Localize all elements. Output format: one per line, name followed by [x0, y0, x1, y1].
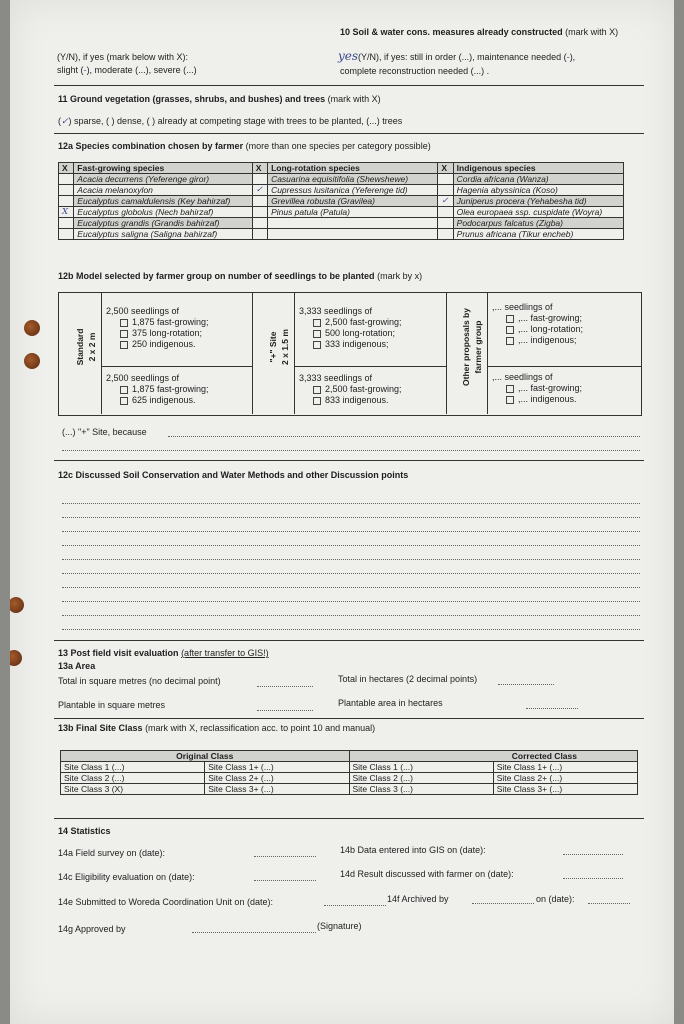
signature-label: (Signature) [317, 921, 362, 931]
checkbox[interactable] [120, 386, 128, 394]
field-survey-label: 14a Field survey on (date): [58, 848, 166, 858]
species-table: X Fast-growing species X Long-rotation species X Indigenous species Acacia decurrens (Yeferenge giror) Casuarina equisitifolia (Shewshewe) Cordia africana (Wanza) Acacia melanoxylon ✓ Cupressus lusitanica (Yeferenge tid) Hagenia abyssinica (Koso) Eucalyptus camaldulensis (Key bahirzaf) Grevillea robusta (Gravilea) ✓ Juniperus procera (Yehabesha tid) X Eucalyptus globolus (Nech bahirzaf) Pinus patula (Patula) Olea europaea ssp. cuspidate (Woyra) Eucalyptus grandis (Grandis bahirzaf) Podocarpus falcatus (Zigba) Eucalyptus saligna (Saligna bahirzaf) Prunus africana (Tikur encheb) [58, 162, 624, 240]
archived-on-label: on (date): [536, 894, 575, 904]
section-12a-title: 12a Species combination chosen by farmer (more than one species per category possible) [58, 141, 431, 151]
standard-bottom-cell: 2,500 seedlings of 1,875 fast-growing; 625 indigenous. [106, 373, 209, 405]
discussion-line[interactable] [62, 573, 640, 574]
section-13-title: 13 Post field visit evaluation (after transfer to GIS!) [58, 648, 269, 658]
plantable-ha-label: Plantable area in hectares [338, 698, 443, 708]
section-11-title: 11 Ground vegetation (grasses, shrubs, and bushes) and trees (mark with X) [58, 94, 381, 104]
site-class-table: Original Class Corrected Class Site Class 1 (...) Site Class 1+ (...) Site Class 1 (...) Site Class 1+ (...) Site Class 2 (...) Site Class 2+ (...) Site Class 2 (...) Site Class 2+ (...) Site Class 3 (X) Site Class 3+ (...) Site Class 3 (...) Site Class 3+ (...) [60, 750, 638, 795]
plus-site-dimensions: 2 x 1.5 m [280, 329, 290, 365]
plantable-ha-field[interactable] [526, 708, 578, 709]
archived-on-field[interactable] [588, 903, 630, 904]
other-top-cell: ,... seedlings of ,... fast-growing; ,... long-rotation; ,... indigenous; [492, 302, 584, 345]
checkbox[interactable] [120, 330, 128, 338]
discussion-line[interactable] [62, 559, 640, 560]
section-12b-title: 12b Model selected by farmer group on number of seedlings to be planted (mark by x) [58, 271, 423, 281]
plus-site-bottom-cell: 3,333 seedlings of 2,500 fast-growing; 833 indigenous. [299, 373, 402, 405]
section-12c-title: 12c Discussed Soil Conservation and Water Methods and other Discussion points [58, 470, 409, 480]
discussion-line[interactable] [62, 601, 640, 602]
approved-label: 14g Approved by [58, 924, 126, 934]
site-class-cell[interactable]: Site Class 2+ (...) [205, 773, 349, 784]
section-11-options: (✓) sparse, ( ) dense, ( ) already at competing stage with trees to be planted, (...) trees [58, 116, 403, 127]
discussion-line[interactable] [62, 517, 640, 518]
checkbox[interactable] [313, 397, 321, 405]
gis-entry-label: 14b Data entered into GIS on (date): [340, 845, 486, 855]
plus-site-top-cell: 3,333 seedlings of 2,500 fast-growing; 500 long-rotation; 333 indigenous; [299, 306, 402, 349]
site-class-cell[interactable]: Site Class 3 (X) [61, 784, 205, 795]
approved-field[interactable] [192, 932, 316, 933]
section-14-title: 14 Statistics [58, 826, 111, 836]
form-page [10, 0, 674, 1024]
section-10-line-2: complete reconstruction needed (...) . [340, 66, 490, 76]
other-proposals-label: Other proposals by [461, 308, 471, 386]
plantable-sqm-label: Plantable in square metres [58, 700, 166, 710]
submitted-field[interactable] [324, 905, 386, 906]
discussion-line[interactable] [62, 503, 640, 504]
result-discussed-label: 14d Result discussed with farmer on (date): [340, 869, 514, 879]
discussion-line[interactable] [62, 587, 640, 588]
plus-site-because: (...) "+" Site, because [62, 427, 147, 437]
section-9-line-2: slight (-), moderate (...), severe (...) [57, 65, 197, 76]
standard-top-cell: 2,500 seedlings of 1,875 fast-growing; 375 long-rotation; 250 indigenous. [106, 306, 209, 349]
total-ha-label: Total in hectares (2 decimal points) [338, 674, 478, 684]
punch-hole [24, 320, 40, 336]
discussion-line[interactable] [62, 531, 640, 532]
eligibility-field[interactable] [254, 880, 316, 881]
checkbox[interactable] [506, 337, 514, 345]
site-class-cell[interactable]: Site Class 1+ (...) [493, 762, 637, 773]
plantable-sqm-field[interactable] [257, 710, 313, 711]
site-class-cell[interactable]: Site Class 2 (...) [61, 773, 205, 784]
checkbox[interactable] [506, 385, 514, 393]
gis-entry-field[interactable] [563, 854, 623, 855]
site-class-cell[interactable]: Site Class 1+ (...) [205, 762, 349, 773]
other-bottom-cell: ,... seedlings of ,... fast-growing; ,... indigenous. [492, 372, 583, 404]
checkbox[interactable] [506, 326, 514, 334]
plus-site-label: "+" Site [268, 331, 278, 363]
total-sqm-label: Total in square metres (no decimal point) [58, 676, 221, 686]
site-class-cell[interactable]: Site Class 2 (...) [349, 773, 493, 784]
checkbox[interactable] [506, 315, 514, 323]
site-class-cell[interactable]: Site Class 3 (...) [349, 784, 493, 795]
punch-hole [10, 597, 24, 613]
punch-hole [10, 650, 22, 666]
section-13a-title: 13a Area [58, 661, 96, 671]
punch-hole [24, 353, 40, 369]
because-line[interactable] [168, 436, 640, 437]
checkbox[interactable] [313, 319, 321, 327]
checkbox[interactable] [506, 396, 514, 404]
site-class-cell[interactable]: Site Class 1 (...) [349, 762, 493, 773]
discussion-line[interactable] [62, 629, 640, 630]
because-line-2[interactable] [62, 450, 640, 451]
checkbox[interactable] [313, 386, 321, 394]
archived-label: 14f Archived by [387, 894, 449, 904]
submitted-label: 14e Submitted to Woreda Coordination Unit on (date): [58, 897, 273, 907]
site-class-cell[interactable]: Site Class 2+ (...) [493, 773, 637, 784]
standard-label: Standard [75, 328, 85, 366]
discussion-line[interactable] [62, 615, 640, 616]
site-class-cell[interactable]: Site Class 3+ (...) [205, 784, 349, 795]
section-10-title: 10 Soil & water cons. measures already constructed (mark with X) [340, 27, 619, 37]
checkbox[interactable] [120, 341, 128, 349]
site-class-cell[interactable]: Site Class 1 (...) [61, 762, 205, 773]
checkbox[interactable] [313, 341, 321, 349]
total-sqm-field[interactable] [257, 686, 313, 687]
checkbox[interactable] [120, 319, 128, 327]
standard-dimensions: 2 x 2 m [87, 332, 97, 362]
checkbox[interactable] [313, 330, 321, 338]
checkbox[interactable] [120, 397, 128, 405]
discussion-line[interactable] [62, 545, 640, 546]
archived-by-field[interactable] [472, 903, 534, 904]
section-9-line-1: (Y/N), if yes (mark below with X): [57, 52, 189, 62]
other-proposals-label-2: farmer group [473, 320, 483, 374]
section-13b-title: 13b Final Site Class (mark with X, reclassification acc. to point 10 and manual) [58, 723, 376, 733]
result-discussed-field[interactable] [563, 878, 623, 879]
section-10-line-1: yes(Y/N), if yes: still in order (...), maintenance needed (-), [338, 49, 576, 63]
site-class-cell[interactable]: Site Class 3+ (...) [493, 784, 637, 795]
field-survey-field[interactable] [254, 856, 316, 857]
total-ha-field[interactable] [498, 684, 554, 685]
eligibility-label: 14c Eligibility evaluation on (date): [58, 872, 195, 882]
